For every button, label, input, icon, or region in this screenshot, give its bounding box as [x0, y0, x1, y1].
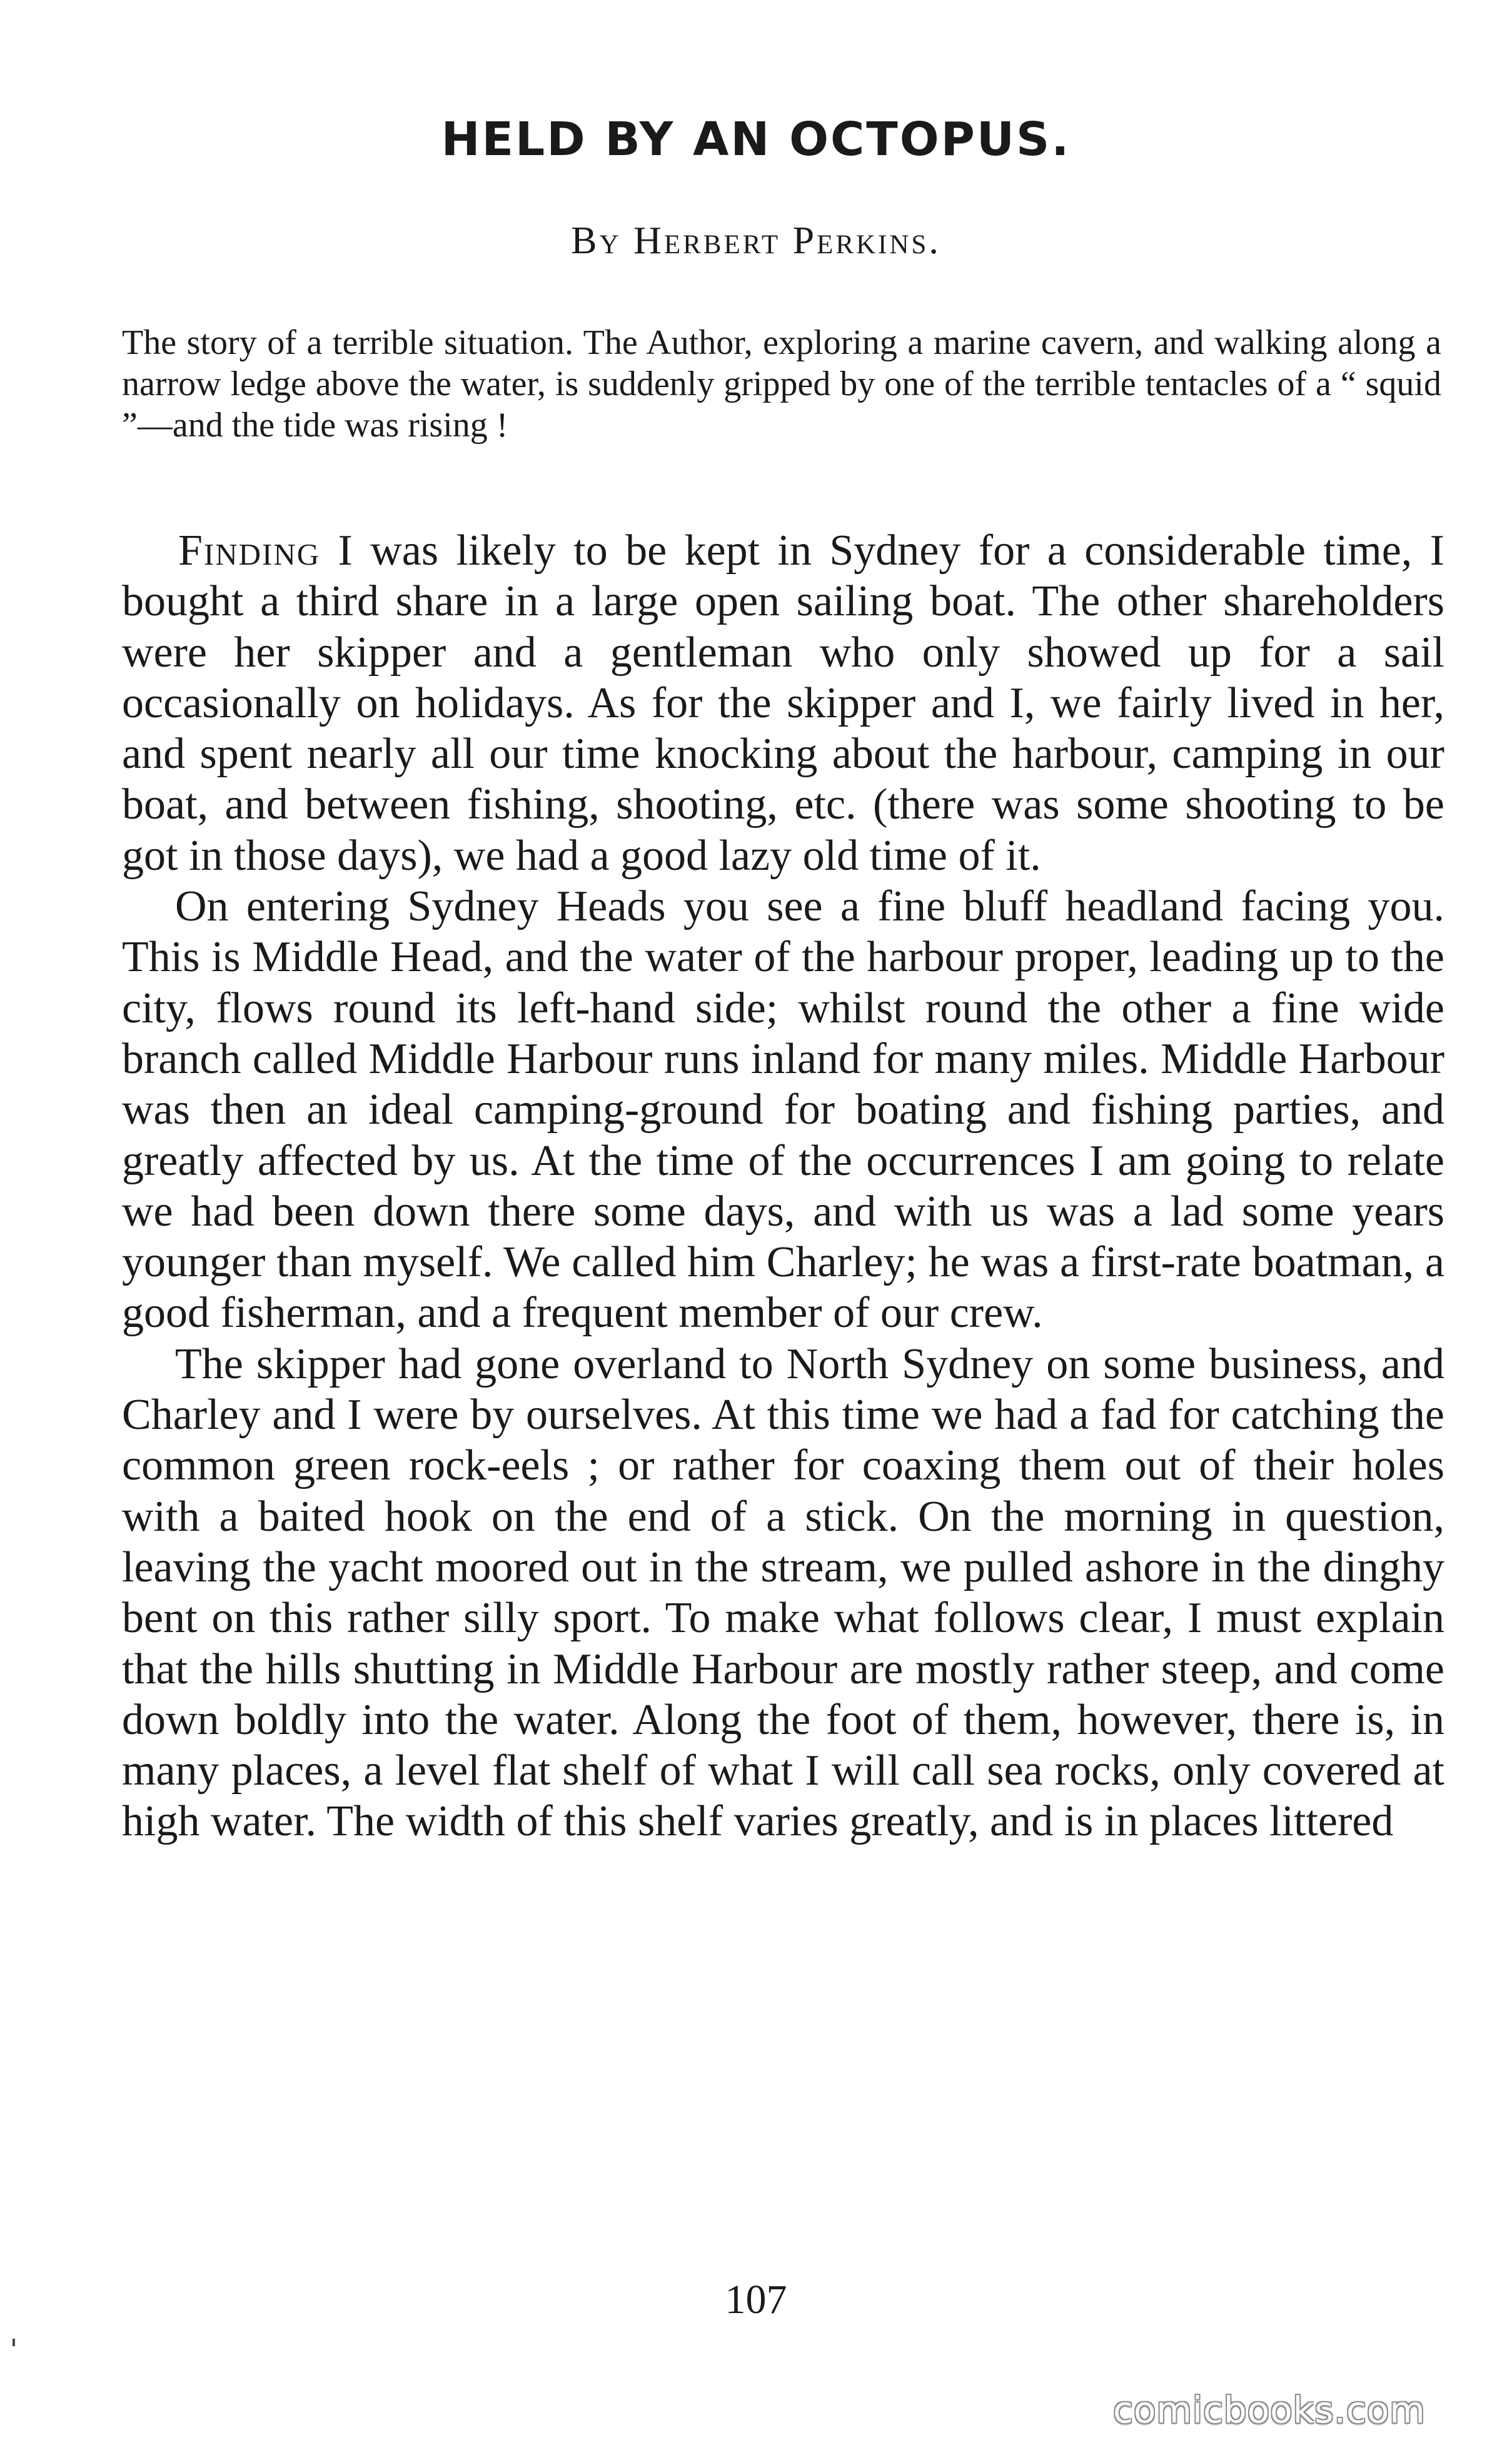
paragraph-3: The skipper had gone overland to North Sydney on some business, and Charley and I were by ourselves. At this time we had a fad for catching the common green rock-eels ; or rather for coaxing them out of their holes with a baited hook on the end of a stick. On the morning in question, leaving the yacht moored out in the stream, we pulled ashore in the dinghy bent on this rather silly sport. To make what follows clear, I must explain that the hills shutting in Middle Harbour are mostly rather steep, and come down boldly into the water. Along the foot of them, however, there is, in many places, a level flat shelf of what I will call sea rocks, only covered at high water. The width of this shelf varies greatly, and is in places littered: [122, 1339, 1444, 1846]
byline-prefix: By: [571, 219, 622, 262]
author-byline: [0, 219, 1512, 263]
byline-author: Herbert Perkins.: [633, 219, 941, 262]
watermark-logo: comicbooks.com: [1113, 2389, 1426, 2431]
paragraph-lead-word: Finding: [178, 527, 321, 575]
print-speck: [13, 2339, 15, 2346]
article-title: HELD BY AN OCTOPUS.: [441, 113, 1071, 166]
paragraph-1: [122, 525, 1444, 881]
paragraph-2: On entering Sydney Heads you see a fine bluff headland facing you. This is Middle Head, and the water of the harbour proper, leading up to the city, flows round its left-hand side; whilst round the other a fine wide branch called Middle Harbour runs inland for many miles. Middle Harbour was then an ideal camping-ground for boating and fishing parties, and greatly affected by us. At the time of the occurrences I am going to relate we had been down there some days, and with us was a lad some years younger than myself. We called him Charley; he was a first-rate boatman, a good fisherman, and a frequent member of our crew.: [122, 882, 1444, 1338]
page-number: 107: [725, 2277, 787, 2322]
paragraph-1-text: I was likely to be kept in Sydney for a considerable time, I bought a third share in a large open sailing boat. The other shareholders were her skipper and a gentleman who only showed up for a sail occasionally on holidays. As for the skipper and I, we fairly lived in her, and spent nearly all our time knocking about the harbour, camping in our boat, and between fishing, shooting, etc. (there was some shooting to be got in those days), we had a good lazy old time of it.: [122, 527, 1444, 880]
article-body: [122, 525, 1444, 1847]
article-intro: The story of a terrible situation. The Author, exploring a marine cavern, and walking along a narrow ledge above the water, is suddenly gripped by one of the terrible tentacles of a “ squid ”—and the tide was rising !: [122, 323, 1441, 445]
